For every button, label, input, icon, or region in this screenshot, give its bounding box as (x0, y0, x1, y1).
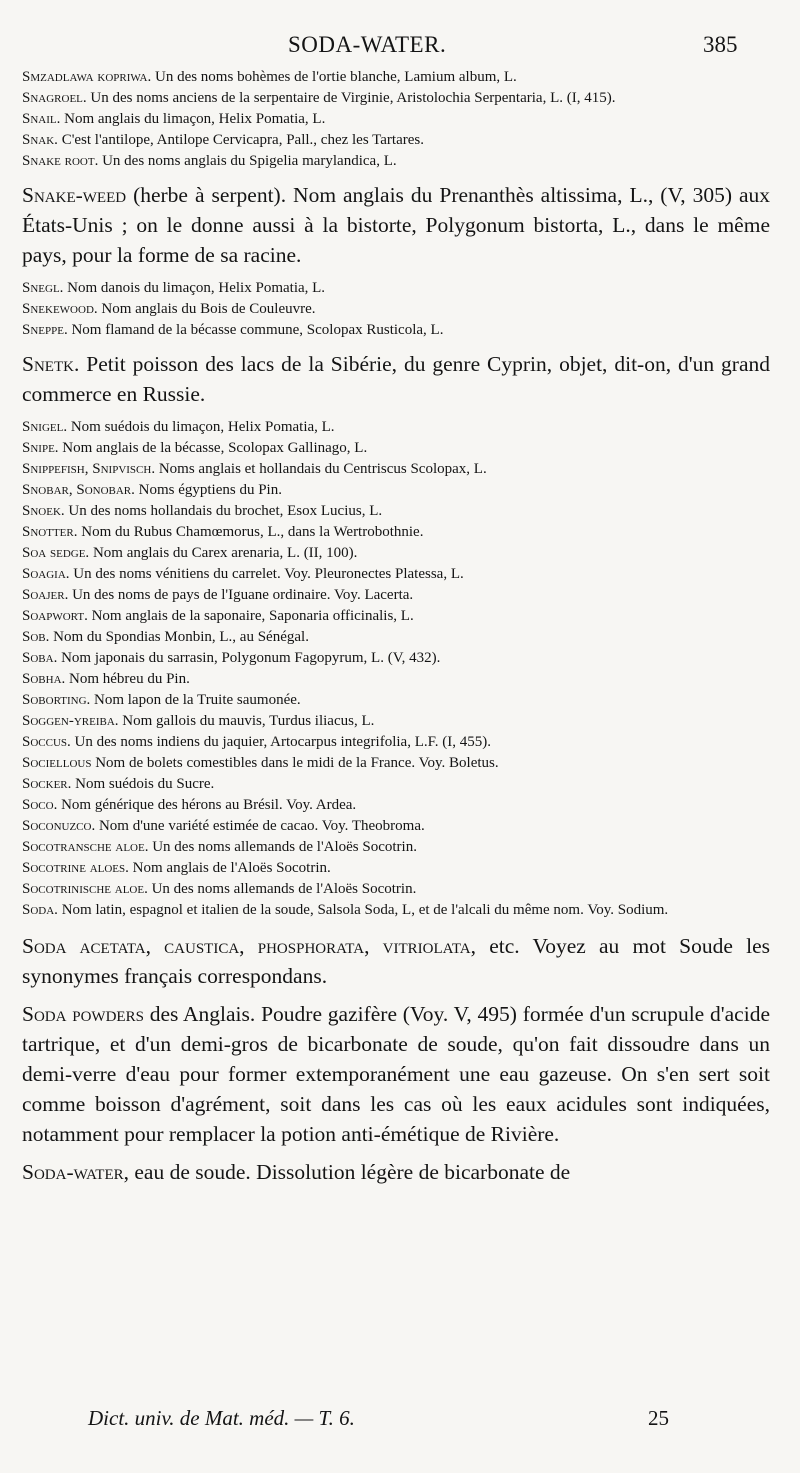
entry-text: Nom lapon de la Truite saumonée. (90, 692, 301, 708)
entry-headword: Soda-water, (22, 1160, 129, 1184)
entry-small (22, 151, 770, 172)
entry-headword: Soda. (22, 902, 58, 918)
entry-text: Nom de bolets comestibles dans le midi de la France. Voy. Boletus. (91, 755, 499, 771)
entry-text: Un des noms bohèmes de l'ortie blanche, Lamium album, L. (151, 69, 517, 85)
entry-small (22, 627, 770, 648)
entry-small (22, 774, 770, 795)
entry-headword: Socker. (22, 776, 72, 792)
entry-text: Nom suédois du limaçon, Helix Pomatia, L. (67, 419, 335, 435)
dictionary-entries (22, 67, 770, 1187)
entry-text: Nom générique des hérons au Brésil. Voy. Ardea. (57, 797, 357, 813)
entry-headword: Sob. (22, 629, 50, 645)
entry-small (22, 732, 770, 753)
entry-text: Nom du Spondias Monbin, L., au Sénégal. (49, 629, 309, 645)
entry-text: Nom anglais de l'Aloës Socotrin. (128, 860, 331, 876)
entry-text: Nom anglais de la bécasse, Scolopax Gallinago, L. (58, 440, 368, 456)
entry-headword: Soajer. (22, 587, 69, 603)
entry-small (22, 320, 770, 341)
entry-text: Nom latin, espagnol et italien de la soude, Salsola Soda, L, et de l'alcali du même nom. Voy. Sodium. (57, 902, 669, 918)
entry-small (22, 522, 770, 543)
entry-small (22, 900, 770, 921)
entry-text: Un des noms indiens du jaquier, Artocarpus integrifolia, L.F. (I, 455). (70, 734, 491, 750)
entry-text: des Anglais. Poudre gazifère (Voy. V, 495) formée d'un scrupule d'acide tartrique, et d'un demi-gros de bicarbonate de soude, qu'on fait dissoudre dans un demi-verre d'eau pour former extemporanément une eau gazeuse. On s'en sert soit comme boisson d'agrément, soit dans les cas où les eaux acidules sont indiquées, notamment pour remplacer la potion anti-émétique de Rivière. (22, 1002, 770, 1146)
entry-small (22, 417, 770, 438)
entry-headword: Snotter. (22, 524, 78, 540)
entry-headword: Socotrinische aloe. (22, 881, 148, 897)
entry-small (22, 88, 770, 109)
entry-headword: Snetk. (22, 352, 80, 376)
entry-small (22, 837, 770, 858)
page-number: 385 (703, 32, 738, 57)
entry-large (22, 1157, 770, 1187)
entry-text: Nom danois du limaçon, Helix Pomatia, L. (63, 280, 326, 296)
entry-small (22, 858, 770, 879)
entry-headword: Sociellous (22, 755, 92, 771)
entry-headword: Soco. (22, 797, 58, 813)
entry-text: Un des noms vénitiens du carrelet. Voy. Pleuronectes Platessa, L. (69, 566, 464, 582)
entry-text: eau de soude. Dissolution légère de bicarbonate de (129, 1160, 571, 1184)
entry-headword: Snobar, Sonobar. (22, 482, 135, 498)
entry-headword: Smzadlawa kopriwa. (22, 69, 152, 85)
entry-small (22, 711, 770, 732)
entry-text: Nom anglais du Carex arenaria, L. (II, 100). (89, 545, 358, 561)
entry-headword: Snagroel. (22, 90, 87, 106)
entry-text: C'est l'antilope, Antilope Cervicapra, Pall., chez les Tartares. (57, 132, 424, 148)
entry-small (22, 130, 770, 151)
entry-headword: Sneppe. (22, 322, 68, 338)
entry-headword: Soba. (22, 650, 58, 666)
entry-small (22, 879, 770, 900)
entry-headword: Snegl. (22, 280, 64, 296)
entry-headword: Snake root. (22, 153, 99, 169)
entry-headword: Soapwort. (22, 608, 88, 624)
entry-headword: Snipe. (22, 440, 59, 456)
entry-headword: Soborting. (22, 692, 91, 708)
running-head: SODA-WATER. (288, 32, 447, 57)
entry-text: Un des noms hollandais du brochet, Esox Lucius, L. (64, 503, 383, 519)
entry-text: Un des noms anciens de la serpentaire de Virginie, Aristolochia Serpentaria, L. (I, 415). (86, 90, 616, 106)
entry-text: Un des noms allemands de l'Aloës Socotrin. (147, 881, 417, 897)
entry-small (22, 816, 770, 837)
entry-headword: Soagia. (22, 566, 70, 582)
entry-headword: Snak. (22, 132, 58, 148)
entry-small (22, 299, 770, 320)
entry-text: Noms anglais et hollandais du Centriscus Scolopax, L. (155, 461, 487, 477)
entry-text: Nom japonais du sarrasin, Polygonum Fagopyrum, L. (V, 432). (57, 650, 441, 666)
entry-text: Un des noms allemands de l'Aloës Socotrin. (148, 839, 417, 855)
entry-text: Noms égyptiens du Pin. (134, 482, 282, 498)
entry-small (22, 278, 770, 299)
entry-text: etc. Voyez au mot Soude les synonymes français correspondans. (22, 934, 770, 988)
entry-headword: Snekewood. (22, 301, 98, 317)
entry-headword: Soconuzco. (22, 818, 96, 834)
entry-small (22, 669, 770, 690)
entry-small (22, 67, 770, 88)
entry-text: Nom gallois du mauvis, Turdus iliacus, L. (118, 713, 375, 729)
entry-small (22, 501, 770, 522)
entry-headword: Soa sedge. (22, 545, 90, 561)
signature-mark: 25 (648, 1406, 669, 1430)
entry-headword: Soda acetata, caustica, phosphorata, vitriolata, (22, 934, 476, 958)
entry-text: Nom suédois du Sucre. (71, 776, 215, 792)
entry-headword: Snippefish, Snipvisch. (22, 461, 156, 477)
page-header (0, 32, 800, 64)
entry-headword: Socotransche aloe. (22, 839, 149, 855)
entry-text: Un des noms anglais du Spigelia marylandica, L. (98, 153, 397, 169)
footer-title: Dict. univ. de Mat. méd. — T. 6. (88, 1406, 355, 1430)
entry-small (22, 109, 770, 130)
entry-text: Nom anglais du limaçon, Helix Pomatia, L. (60, 111, 326, 127)
entry-large (22, 180, 770, 270)
entry-text: Nom d'une variété estimée de cacao. Voy. Theobroma. (95, 818, 425, 834)
entry-small (22, 543, 770, 564)
entry-large (22, 999, 770, 1149)
entry-headword: Soccus. (22, 734, 71, 750)
entry-small (22, 585, 770, 606)
page-footer (88, 1406, 708, 1438)
entry-text: Un des noms de pays de l'Iguane ordinaire. Voy. Lacerta. (68, 587, 414, 603)
entry-small (22, 690, 770, 711)
entry-small (22, 564, 770, 585)
entry-text: Nom du Rubus Chamœmorus, L., dans la Wertrobothnie. (77, 524, 424, 540)
entry-small (22, 459, 770, 480)
entry-small (22, 648, 770, 669)
entry-headword: Socotrine aloes. (22, 860, 129, 876)
entry-large (22, 931, 770, 991)
entry-large (22, 349, 770, 409)
entry-text: Nom flamand de la bécasse commune, Scolopax Rusticola, L. (67, 322, 444, 338)
entry-small (22, 480, 770, 501)
entry-text: Nom anglais de la saponaire, Saponaria officinalis, L. (87, 608, 414, 624)
entry-small (22, 753, 770, 774)
entry-small (22, 795, 770, 816)
entry-headword: Snoek. (22, 503, 65, 519)
entry-text: Petit poisson des lacs de la Sibérie, du genre Cyprin, objet, dit-on, d'un grand commerce en Russie. (22, 352, 770, 406)
entry-headword: Soda powders (22, 1002, 144, 1026)
entry-headword: Snail. (22, 111, 61, 127)
entry-headword: Sobha. (22, 671, 66, 687)
entry-small (22, 438, 770, 459)
entry-text: Nom anglais du Bois de Couleuvre. (97, 301, 316, 317)
entry-headword: Snigel. (22, 419, 68, 435)
entry-text: Nom hébreu du Pin. (65, 671, 190, 687)
entry-headword: Snake-weed (22, 183, 127, 207)
entry-small (22, 606, 770, 627)
entry-text: (herbe à serpent). Nom anglais du Prenanthès altissima, L., (V, 305) aux États-Unis ; on le donne aussi à la bistorte, Polygonum bistorta, L., dans le même pays, pour la forme de sa racine. (22, 183, 770, 267)
entry-headword: Soggen-yreiba. (22, 713, 119, 729)
